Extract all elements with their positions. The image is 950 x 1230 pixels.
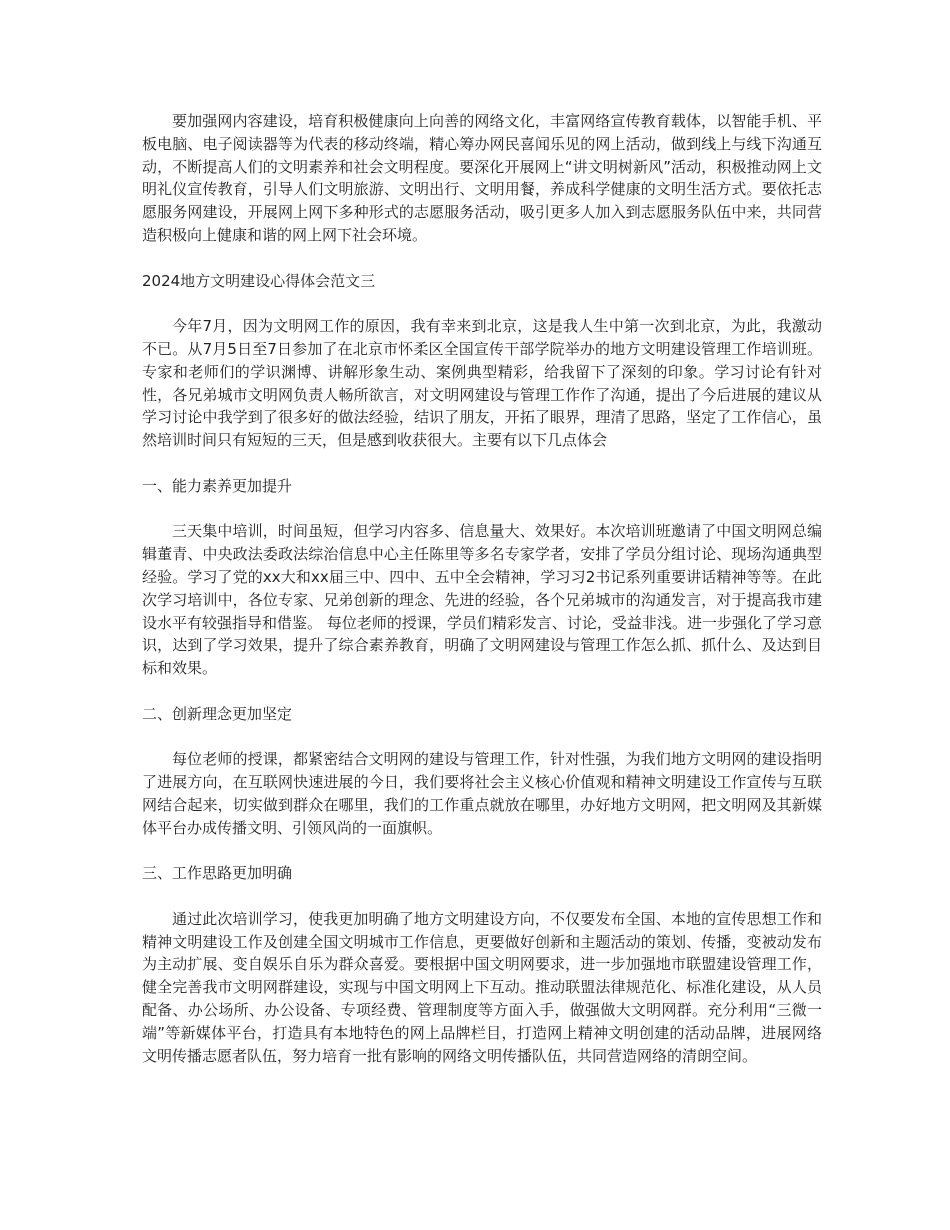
document-body	[142, 110, 822, 1067]
section-heading-1: 一、能力素养更加提升	[142, 476, 293, 495]
paragraph-gap	[142, 498, 822, 521]
paragraph-work-ideas: 通过此次培训学习，使我更加明确了地方文明建设方向，不仅要发布全国、本地的宣传思想工作和精神文明建设工作及创建全国文明城市工作信息，更要做好创新和主题活动的策划、传播，变被动发布为主动扩展、变自娱乐自乐为群众喜爱。要根据中国文明网要求，进一步加强地市联盟建设管理工作，健全完善我市文明网群建设，实现与中国文明网上下互动。推动联盟法律规范化、标准化建设，从人员配备、办公场所、办公设备、专项经费、管理制度等方面入手，做强做大文明网群。充分利用“三微一端”等新媒体平台，打造具有本地特色的网上品牌栏目，打造网上精神文明创建的活动品牌，进展网络文明传播志愿者队伍，努力培育一批有影响的网络文明传播队伍，共同营造网络的清朗空间。	[142, 909, 822, 1065]
paragraph-innovation: 每位老师的授课，都紧密结合文明网的建设与管理工作，针对性强，为我们地方文明网的建设指明了进展方向，在互联网快速进展的今日，我们要将社会主义核心价值观和精神文明建设工作宣传与互联网结合起来，切实做到群众在哪里，我们的工作重点就放在哪里，办好地方文明网，把文明网及其新媒体平台办成传播文明、引领风尚的一面旗帜。	[142, 750, 822, 837]
paragraph-gap	[142, 247, 822, 270]
paragraph-gap	[142, 885, 822, 908]
paragraph-gap	[142, 726, 822, 749]
paragraph-gap	[142, 840, 822, 863]
paragraph-online-culture: 要加强网内容建设，培育积极健康向上向善的网络文化，丰富网络宣传教育载体，以智能手机、平板电脑、电子阅读器等为代表的移动终端，精心筹办网民喜闻乐见的网上活动，做到线上与线下沟通互动，不断提高人们的文明素养和社会文明程度。要深化开展网上“讲文明树新风”活动，积极推动网上文明礼仪宣传教育，引导人们文明旅游、文明出行、文明用餐，养成科学健康的文明生活方式。要依托志愿服务网建设，开展网上网下多种形式的志愿服务活动，吸引更多人加入到志愿服务队伍中来，共同营造积极向上健康和谐的网上网下社会环境。	[142, 112, 822, 244]
section-heading-2: 二、创新理念更加坚定	[142, 704, 293, 723]
article-title: 2024地方文明建设心得体会范文三	[142, 271, 376, 290]
paragraph-gap	[142, 292, 822, 315]
paragraph-ability: 三天集中培训，时间虽短，但学习内容多、信息量大、效果好。本次培训班邀请了中国文明网总编辑董青、中央政法委政法综治信息中心主任陈里等多名专家学者，安排了学员分组讨论、现场沟通典型经验。学习了党的xx大和xx届三中、四中、五中全会精神，学习习2书记系列重要讲话精神等等。在此次学习培训中，各位专家、兄弟创新的理念、先进的经验，各个兄弟城市的沟通发言，对于提高我市建设水平有较强指导和借鉴。 每位老师的授课，学员们精彩发言、讨论，受益非浅。进一步强化了学习意识，达到了学习效果，提升了综合素养教育，明确了文明网建设与管理工作怎么抓、抓什么、及达到目标和效果。	[142, 522, 822, 678]
paragraph-gap	[142, 680, 822, 703]
paragraph-gap	[142, 452, 822, 475]
paragraph-beijing-training: 今年7月，因为文明网工作的原因，我有幸来到北京，这是我人生中第一次到北京，为此，我激动不已。从7月5日至7日参加了在北京市怀柔区全国宣传干部学院举办的地方文明建设管理工作培训班。专家和老师们的学识渊博、讲解形象生动、案例典型精彩，给我留下了深刻的印象。学习讨论有针对性，各兄弟城市文明网负责人畅所欲言，对文明网建设与管理工作作了沟通，提出了今后进展的建议从学习讨论中我学到了很多好的做法经验，结识了朋友，开拓了眼界，理清了思路，坚定了工作信心，虽然培训时间只有短短的三天，但是感到收获很大。主要有以下几点体会	[142, 317, 822, 450]
section-heading-3: 三、工作思路更加明确	[142, 864, 293, 883]
